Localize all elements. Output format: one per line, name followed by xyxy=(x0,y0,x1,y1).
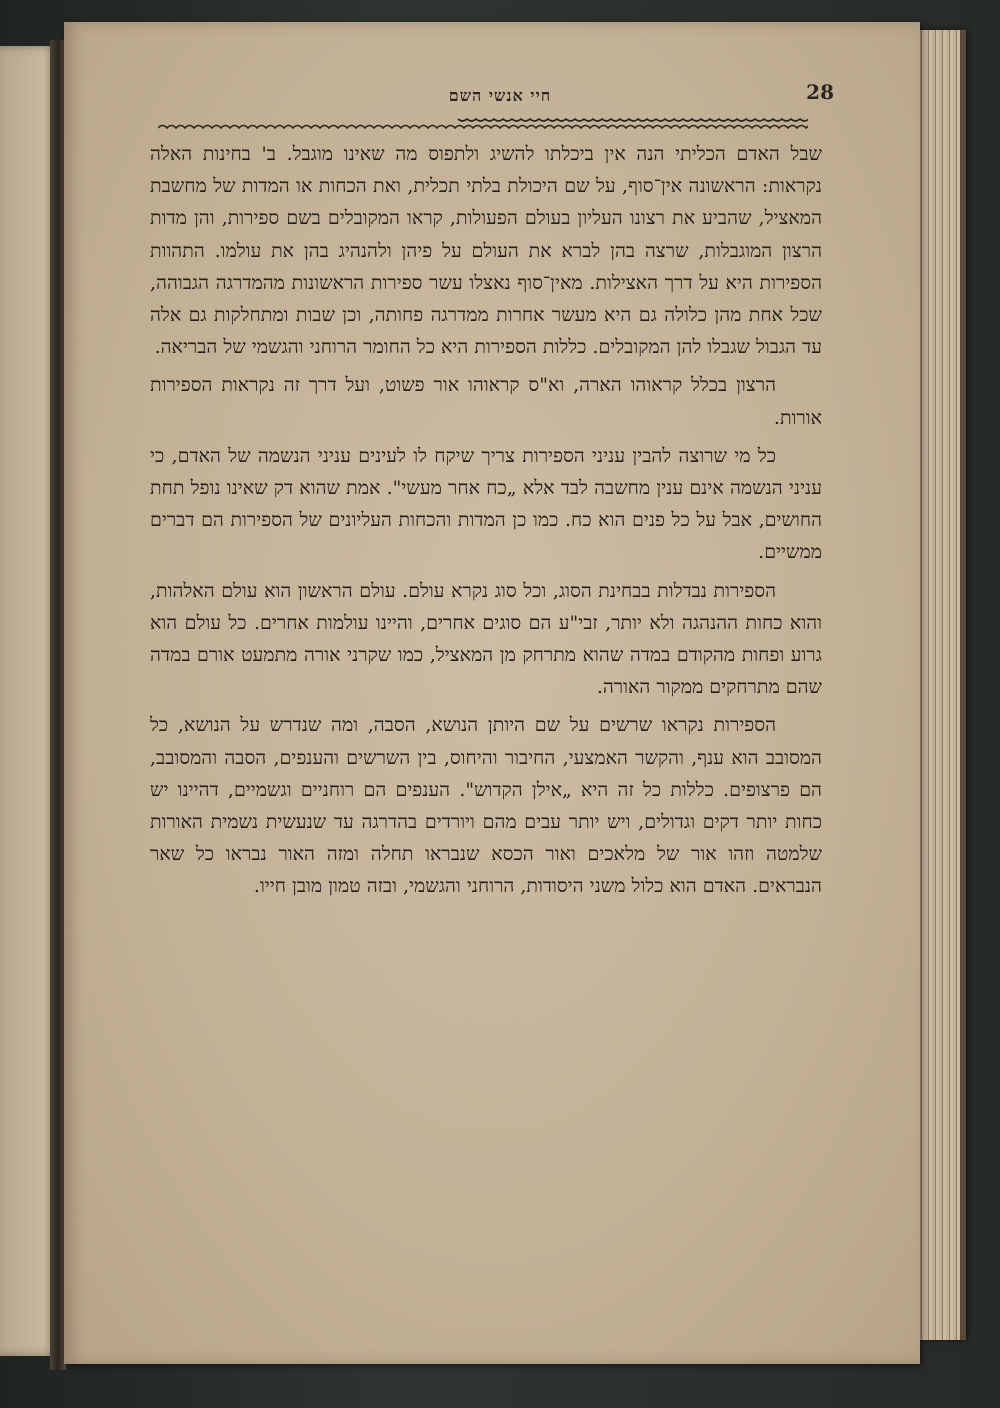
paragraph-3: כל מי שרוצה להבין עניני הספירות צריך שיקח לו לעינים עניני הנשמה של האדם, כי עניני הנשמה אינם ענין מחשבה לבד אלא „כח אחר מעשי". אמת שהוא דק שאינו נופל תחת החושים, אבל על כל פנים הוא כח. כמו כן המדות והכחות העליונים של הספירות הם דברים ממשיים. xyxy=(150,444,822,564)
paragraph-1: שבל האדם הכליתי הנה אין ביכלתו להשיג ולתפוס מה שאינו מוגבל. ב' בחינות האלה נקראות: הראשונה אין־סוף, על שם היכולת בלתי תכלית, ואת הכחות או המדות של מחשבת המאציל, שהביע את רצונו העליון בעולם הפעולות, קראו המקובלים בשם ספירות, והן מדות הרצון המוגבלות, שרצה בהן לברא את העולם על פיהן ולהנהיג בהן את עולמו. התהוות הספירות היא על דרך האצילות. מאין־סוף נאצלו עשר ספירות הראשונות מהמדרגה הגבוהה, שכל אחת מהן כלולה גם היא מעשר אחרות ממדרגה פחותה, וכן שבות ומתחלקות גם אלה עד הגבול שגבלו להן המקובלים. כללות הספירות היא כל החומר הרוחני והגשמי של הבריאה. xyxy=(150,143,822,359)
paragraph-5: הספירות נקראו שרשים על שם היותן הנושא, הסבה, ומה שנדרש על הנושא, כל המסובב הוא ענף, והקשר האמצעי, החיבור והיחוס, בין השרשים והענפים, הסבה והמסובב, הם פרצופים. כללות כל זה היא „אילן הקדוש". הענפים הם רוחניים וגשמיים, דהיינו יש כחות יותר דקים וגדולים, ויש יותר עבים מהם ויורדים בהדרגה עד שנעשית נשמית האורות שלמטה וזהו אור של מלאכים ואור הכסא שנבראו תחלה ומזה האור נבראו כל שאר הנבראים. האדם הוא כלול משני היסודות, הרוחני והגשמי, ובזה טמון מובן חייו. xyxy=(150,714,822,898)
page-stack-edge xyxy=(918,30,966,1340)
running-title: חיי אנשי השם xyxy=(448,86,552,105)
paragraph-4: הספירות נבדלות בבחינת הסוג, וכל סוג נקרא עולם. עולם הראשון הוא עולם האלהות, והוא כחות ההנהגה ולא יותר, זבי"ע הם סוגים אחרים, והיינו עולמות אחרים. כל עולם הוא גרוע ופחות מהקודם במדה שהוא מתרחק מן המאציל, כמו שקרני אורה מתמעט אורם במדה שהם מתרחקים ממקור האורה. xyxy=(150,579,822,699)
wavy-rule-ornament xyxy=(158,112,808,136)
page-number: 28 xyxy=(806,80,834,104)
paragraph-2: הרצון בכלל קראוהו הארה, וא"ס קראוהו אור פשוט, ועל דרך זה נקראות הספירות אורות. xyxy=(150,374,822,429)
page-body xyxy=(150,138,822,909)
